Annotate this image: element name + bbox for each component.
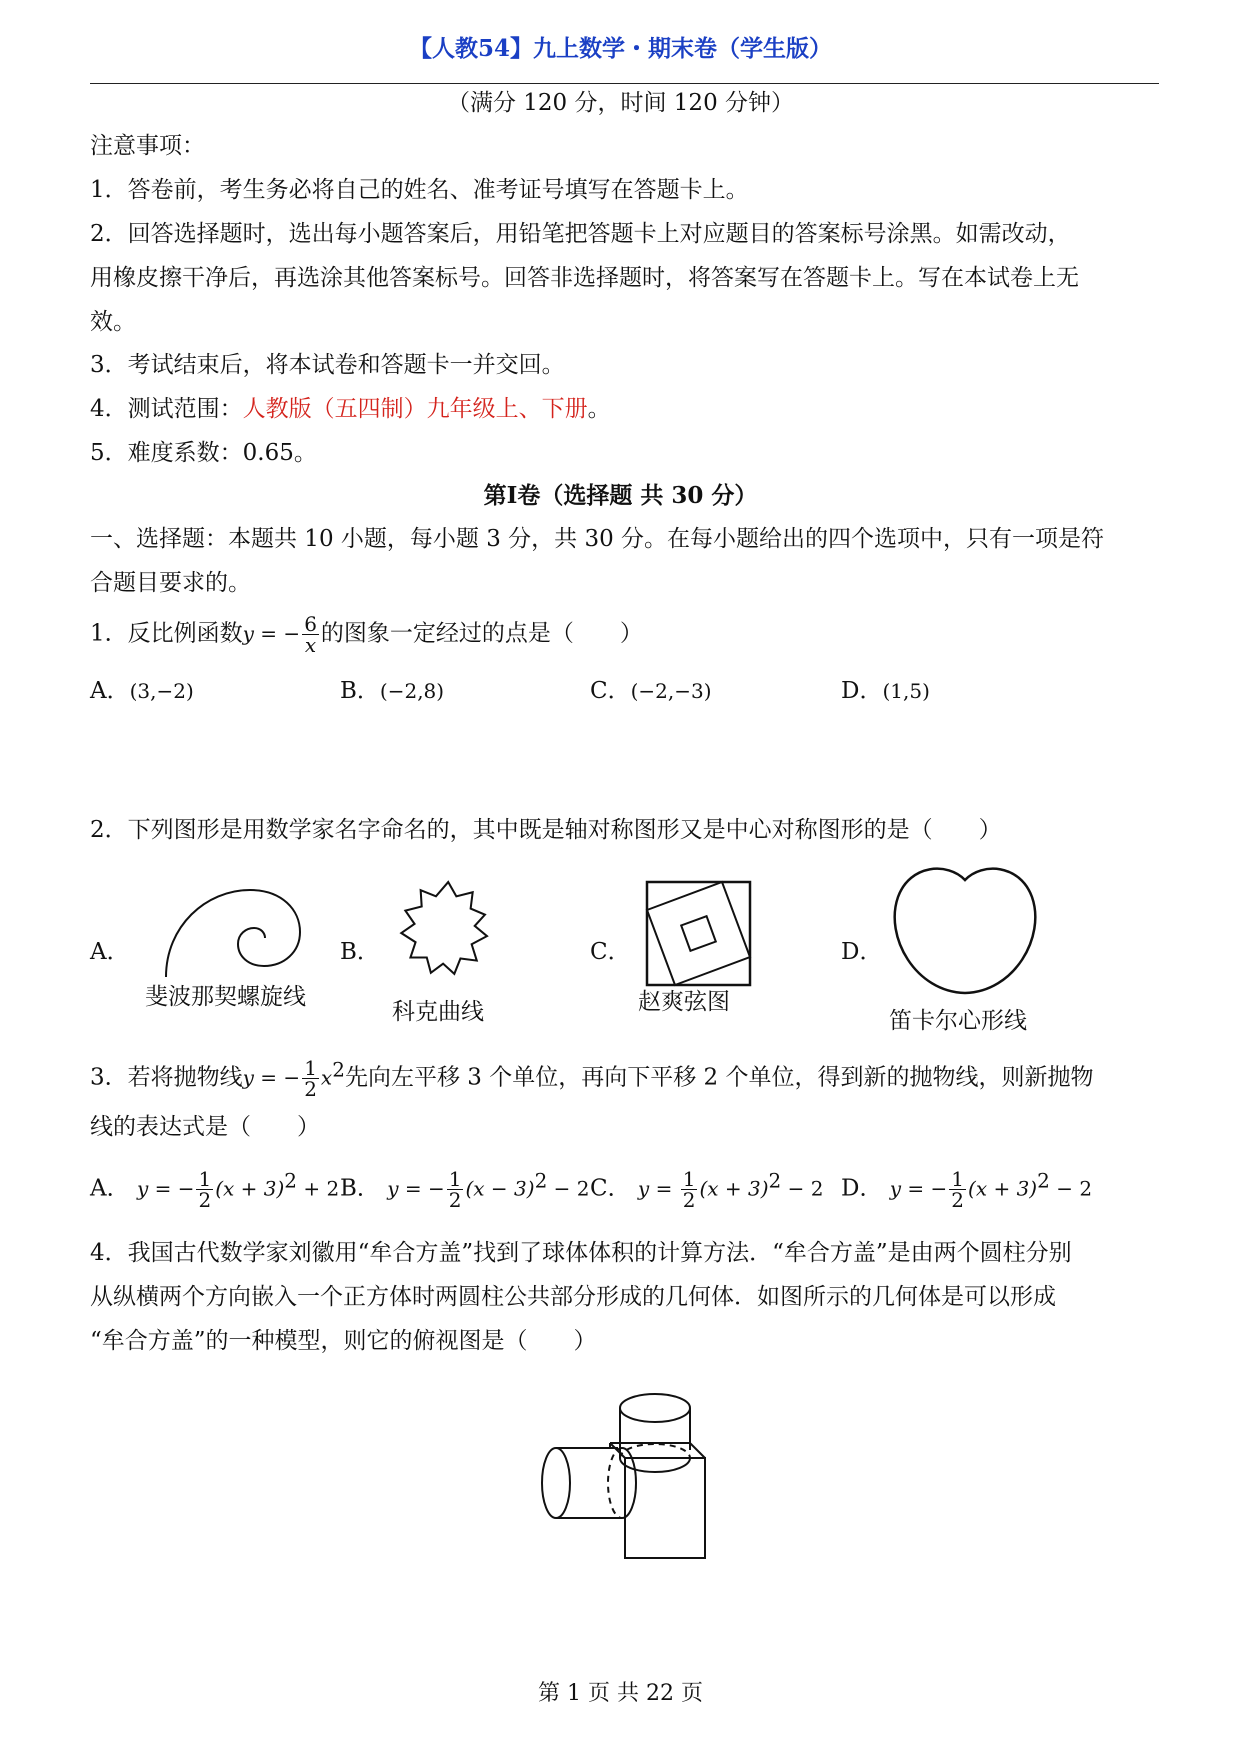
q3-option-d[interactable] — [841, 1169, 1092, 1210]
q3-option-a-lead: y = − — [136, 1176, 195, 1201]
section-instructions-line-2: 合题目要求的。 — [90, 570, 251, 596]
q2-caption-b: 科克曲线 — [392, 999, 484, 1025]
note-4 — [90, 394, 1160, 424]
q3-option-c-exponent: 2 — [768, 1168, 782, 1193]
header-title: 【人教54】九上数学・期末卷（学生版） — [408, 35, 832, 62]
fibonacci-spiral-figure — [160, 880, 310, 980]
q3-option-b-numerator: 1 — [448, 1167, 462, 1191]
q3-option-d-denominator: 2 — [951, 1188, 965, 1212]
note-4-range: 人教版（五四制）九年级上、下册 — [242, 396, 588, 422]
q3-option-a-exponent: 2 — [284, 1168, 298, 1193]
q3-fraction — [302, 1058, 319, 1099]
zhao-shuang-diagram-figure — [645, 880, 752, 987]
q1-suffix: 的图象一定经过的点是（ ） — [320, 620, 643, 647]
q1-option-a[interactable] — [90, 676, 194, 706]
q1-option-d[interactable] — [841, 676, 930, 706]
q3-option-a-fraction — [196, 1169, 213, 1210]
q3-option-b-denominator: 2 — [448, 1188, 462, 1212]
q3-option-a-label: A． — [90, 1175, 130, 1202]
q3-option-b-body: (x − 3) — [465, 1176, 535, 1201]
q2-caption-a: 斐波那契螺旋线 — [145, 984, 306, 1010]
q3-y: y — [242, 1065, 254, 1090]
section-title: 第Ⅰ卷（选择题 共 30 分） — [483, 482, 758, 509]
q1-option-c-label: C． — [590, 678, 631, 704]
q1-option-c-value: (−2,−3) — [630, 679, 712, 703]
q3-option-b-tail: − 2 — [547, 1176, 590, 1201]
q2-option-b-label[interactable]: B． — [340, 939, 380, 965]
q1-option-b[interactable] — [340, 676, 444, 706]
q3-option-d-tail: − 2 — [1049, 1176, 1093, 1201]
q2-caption-d: 笛卡尔心形线 — [889, 1008, 1027, 1034]
q3-option-a-numerator: 1 — [198, 1167, 212, 1191]
score-time: （满分 120 分，时间 120 分钟） — [446, 90, 795, 116]
note-1: 1．答卷前，考生务必将自己的姓名、准考证号填写在答题卡上。 — [90, 177, 749, 203]
q1-numerator: 6 — [304, 612, 317, 636]
q3-option-b-label: B． — [340, 1175, 380, 1202]
q3-option-c-tail: − 2 — [781, 1176, 824, 1201]
q2-option-d-label[interactable]: D． — [841, 939, 883, 965]
q3-option-d-lead: y = − — [889, 1176, 948, 1201]
q4-stem-line-3: “牟合方盖”的一种模型，则它的俯视图是（ ） — [90, 1328, 597, 1354]
q3-option-c-lead: y = — [637, 1176, 679, 1201]
q3-option-a-tail: + 2 — [297, 1176, 340, 1201]
q3-suffix: 先向左平移 3 个单位，再向下平移 2 个单位，得到新的抛物线，则新抛物 — [344, 1064, 1094, 1091]
q3-option-a-denominator: 2 — [198, 1188, 212, 1212]
q1-prefix: 1．反比例函数 — [90, 620, 243, 647]
q1-eq: = − — [253, 621, 301, 646]
q1-denominator: x — [304, 633, 317, 657]
q1-option-a-value: (3,−2) — [129, 679, 194, 703]
q1-y: y — [242, 621, 254, 646]
q3-option-a-body: (x + 3) — [215, 1176, 285, 1201]
q1-option-d-value: (1,5) — [882, 679, 930, 703]
q3-option-d-label: D． — [841, 1175, 883, 1202]
note-4-suffix: 。 — [587, 396, 611, 422]
page-footer: 第 1 页 共 22 页 — [538, 1681, 703, 1706]
note-3: 3．考试结束后，将本试卷和答题卡一并交回。 — [90, 352, 565, 378]
q3-option-c-numerator: 1 — [682, 1167, 696, 1191]
q2-stem: 2．下列图形是用数学家名字命名的，其中既是轴对称图形又是中心对称图形的是（ ） — [90, 817, 1002, 843]
note-4-prefix: 4．测试范围： — [90, 396, 243, 422]
note-2-line-1: 2．回答选择题时，选出每小题答案后，用铅笔把答题卡上对应题目的答案标号涂黑。如需改动， — [90, 221, 1071, 247]
q3-option-b-exponent: 2 — [534, 1168, 548, 1193]
q4-stem-line-1: 4．我国古代数学家刘徽用“牟合方盖”找到了球体体积的计算方法．“牟合方盖”是由两个圆柱分别 — [90, 1240, 1072, 1266]
q3-numerator: 1 — [304, 1056, 317, 1080]
q1-option-b-label: B． — [340, 678, 380, 704]
q4-stem-line-2: 从纵横两个方向嵌入一个正方体时两圆柱公共部分形成的几何体．如图所示的几何体是可以形成 — [90, 1284, 1056, 1310]
notes-heading: 注意事项： — [90, 133, 205, 159]
note-5: 5．难度系数：0.65。 — [90, 440, 317, 466]
cube-cylinders-figure — [530, 1380, 720, 1565]
q1-option-a-label: A． — [90, 678, 130, 704]
q1-stem — [90, 614, 1160, 655]
q3-option-b-lead: y = − — [387, 1176, 445, 1201]
q1-fraction — [302, 614, 319, 655]
q3-exponent: 2 — [332, 1057, 345, 1082]
q3-x: x — [320, 1065, 333, 1090]
koch-snowflake-figure — [385, 868, 505, 988]
q3-stem-line-2: 线的表达式是（ ） — [90, 1114, 320, 1140]
q3-eq: = − — [253, 1065, 301, 1090]
q3-option-c[interactable] — [590, 1169, 823, 1210]
q3-option-b-fraction — [447, 1169, 464, 1210]
cardioid-figure — [888, 862, 1043, 997]
q2-option-a-label[interactable]: A． — [90, 939, 130, 965]
q2-option-c-label[interactable]: C． — [590, 939, 631, 965]
q3-option-a[interactable] — [90, 1169, 339, 1210]
q3-option-c-denominator: 2 — [682, 1188, 696, 1212]
header-divider — [90, 83, 1159, 84]
q3-option-c-label: C． — [590, 1175, 631, 1202]
q3-option-d-numerator: 1 — [951, 1167, 965, 1191]
q3-option-d-exponent: 2 — [1037, 1168, 1050, 1193]
q3-option-c-body: (x + 3) — [699, 1176, 769, 1201]
q3-option-d-fraction — [949, 1169, 966, 1210]
q1-option-d-label: D． — [841, 678, 883, 704]
q1-option-b-value: (−2,8) — [379, 679, 445, 703]
section-instructions-line-1: 一、选择题：本题共 10 小题，每小题 3 分，共 30 分。在每小题给出的四个选项中，只有一项是符 — [90, 526, 1105, 552]
note-2-line-3: 效。 — [90, 309, 136, 335]
q3-stem-line-1 — [90, 1058, 1160, 1099]
q3-prefix: 3．若将抛物线 — [90, 1064, 243, 1091]
q2-caption-c: 赵爽弦图 — [638, 989, 730, 1015]
q3-option-c-fraction — [681, 1169, 698, 1210]
q3-option-d-body: (x + 3) — [968, 1176, 1038, 1201]
q3-option-b[interactable] — [340, 1169, 590, 1210]
q3-denominator: 2 — [304, 1077, 317, 1101]
note-2-line-2: 用橡皮擦干净后，再选涂其他答案标号。回答非选择题时，将答案写在答题卡上。写在本试卷上无 — [90, 265, 1079, 291]
q1-option-c[interactable] — [590, 676, 712, 706]
